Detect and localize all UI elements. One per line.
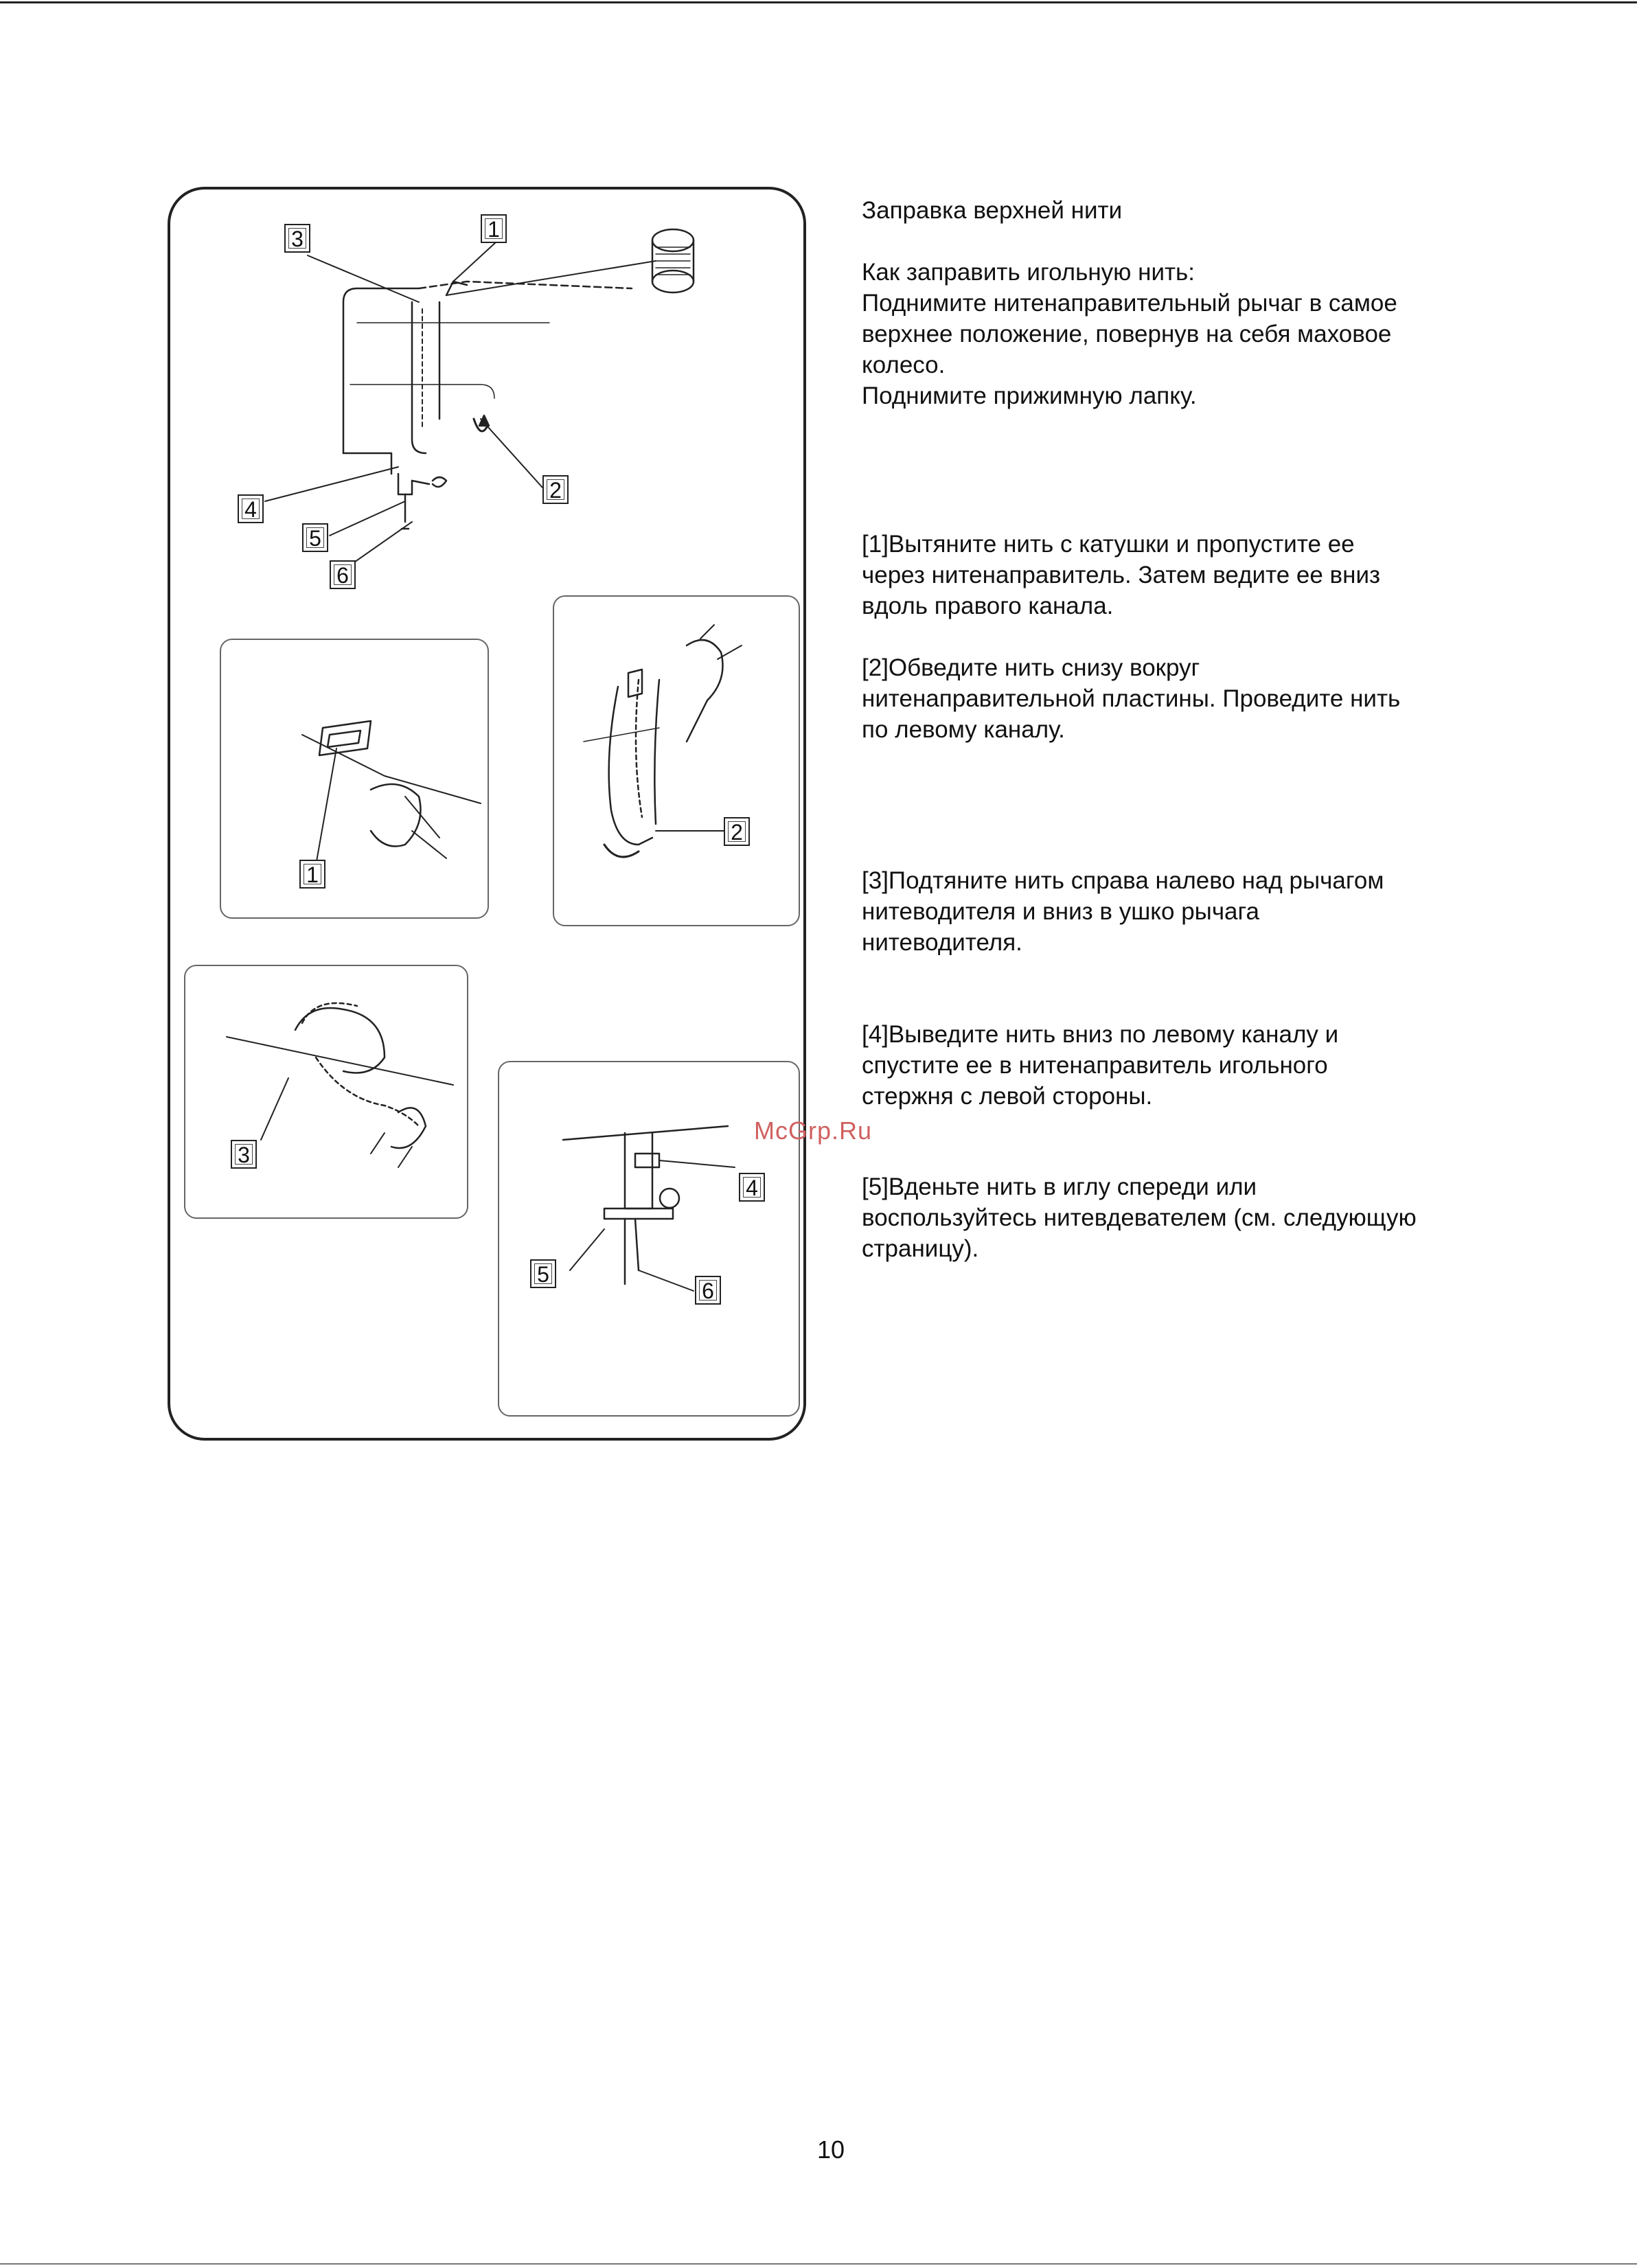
step-5-line: [5]Вденьте нить в иглу спереди или bbox=[862, 1173, 1257, 1200]
callout-1-main: 1 bbox=[481, 214, 507, 243]
callout-3-main: 3 bbox=[284, 224, 310, 253]
step-5 bbox=[862, 1171, 1548, 1264]
callout-6-main: 6 bbox=[330, 560, 356, 589]
step-4-line: стержня с левой стороны. bbox=[862, 1083, 1153, 1110]
callout-4-detail: 4 bbox=[739, 1173, 765, 1202]
step-5-line: страницу). bbox=[862, 1235, 979, 1262]
bottom-rule bbox=[0, 2263, 1637, 2265]
callout-6-detail: 6 bbox=[695, 1276, 721, 1305]
intro-line: Как заправить игольную нить: bbox=[862, 259, 1195, 286]
intro-line: Поднимите нитенаправительный рычаг в самое bbox=[862, 290, 1397, 317]
intro-line: верхнее положение, повернув на себя маховое bbox=[862, 321, 1392, 347]
callout-2-detail: 2 bbox=[724, 817, 750, 846]
step-1-line: через нитенаправитель. Затем ведите ее вниз bbox=[862, 562, 1381, 588]
step-3-line: нитеводителя. bbox=[862, 929, 1022, 956]
callout-1-detail: 1 bbox=[299, 860, 325, 889]
section-title bbox=[862, 195, 1548, 226]
step-2-line: нитенаправительной пластины. Проведите нить bbox=[862, 685, 1401, 712]
callout-4-main: 4 bbox=[238, 494, 264, 523]
step-1-line: вдоль правого канала. bbox=[862, 593, 1114, 619]
step-1 bbox=[862, 529, 1548, 621]
step-3-line: [3]Подтяните нить справа налево над рычагом bbox=[862, 867, 1384, 894]
page-number: 10 bbox=[816, 2135, 845, 2164]
step-4 bbox=[862, 1019, 1548, 1112]
step-3-line: нитеводителя и вниз в ушко рычага bbox=[862, 898, 1259, 925]
section-title-text: Заправка верхней нити bbox=[862, 197, 1123, 224]
callout-5-detail: 5 bbox=[530, 1259, 556, 1288]
intro-line: Поднимите прижимную лапку. bbox=[862, 382, 1197, 409]
step-4-line: спустите ее в нитенаправитель игольного bbox=[862, 1052, 1328, 1079]
callout-2-main: 2 bbox=[542, 475, 569, 504]
step-2-line: [2]Обведите нить снизу вокруг bbox=[862, 654, 1200, 681]
step-2-line: по левому каналу. bbox=[862, 716, 1065, 743]
step-2 bbox=[862, 652, 1548, 745]
step-5-line: воспользуйтесь нитевдевателем (см. следующую bbox=[862, 1204, 1417, 1231]
intro-block bbox=[862, 257, 1548, 411]
step-4-line: [4]Выведите нить вниз по левому каналу и bbox=[862, 1021, 1339, 1048]
intro-line: колесо. bbox=[862, 352, 946, 378]
callout-5-main: 5 bbox=[302, 523, 328, 552]
watermark: McGrp.Ru bbox=[754, 1116, 873, 1145]
callout-3-detail: 3 bbox=[231, 1140, 257, 1169]
step-3 bbox=[862, 865, 1548, 958]
step-1-line: [1]Вытяните нить с катушки и пропустите ее bbox=[862, 531, 1355, 558]
